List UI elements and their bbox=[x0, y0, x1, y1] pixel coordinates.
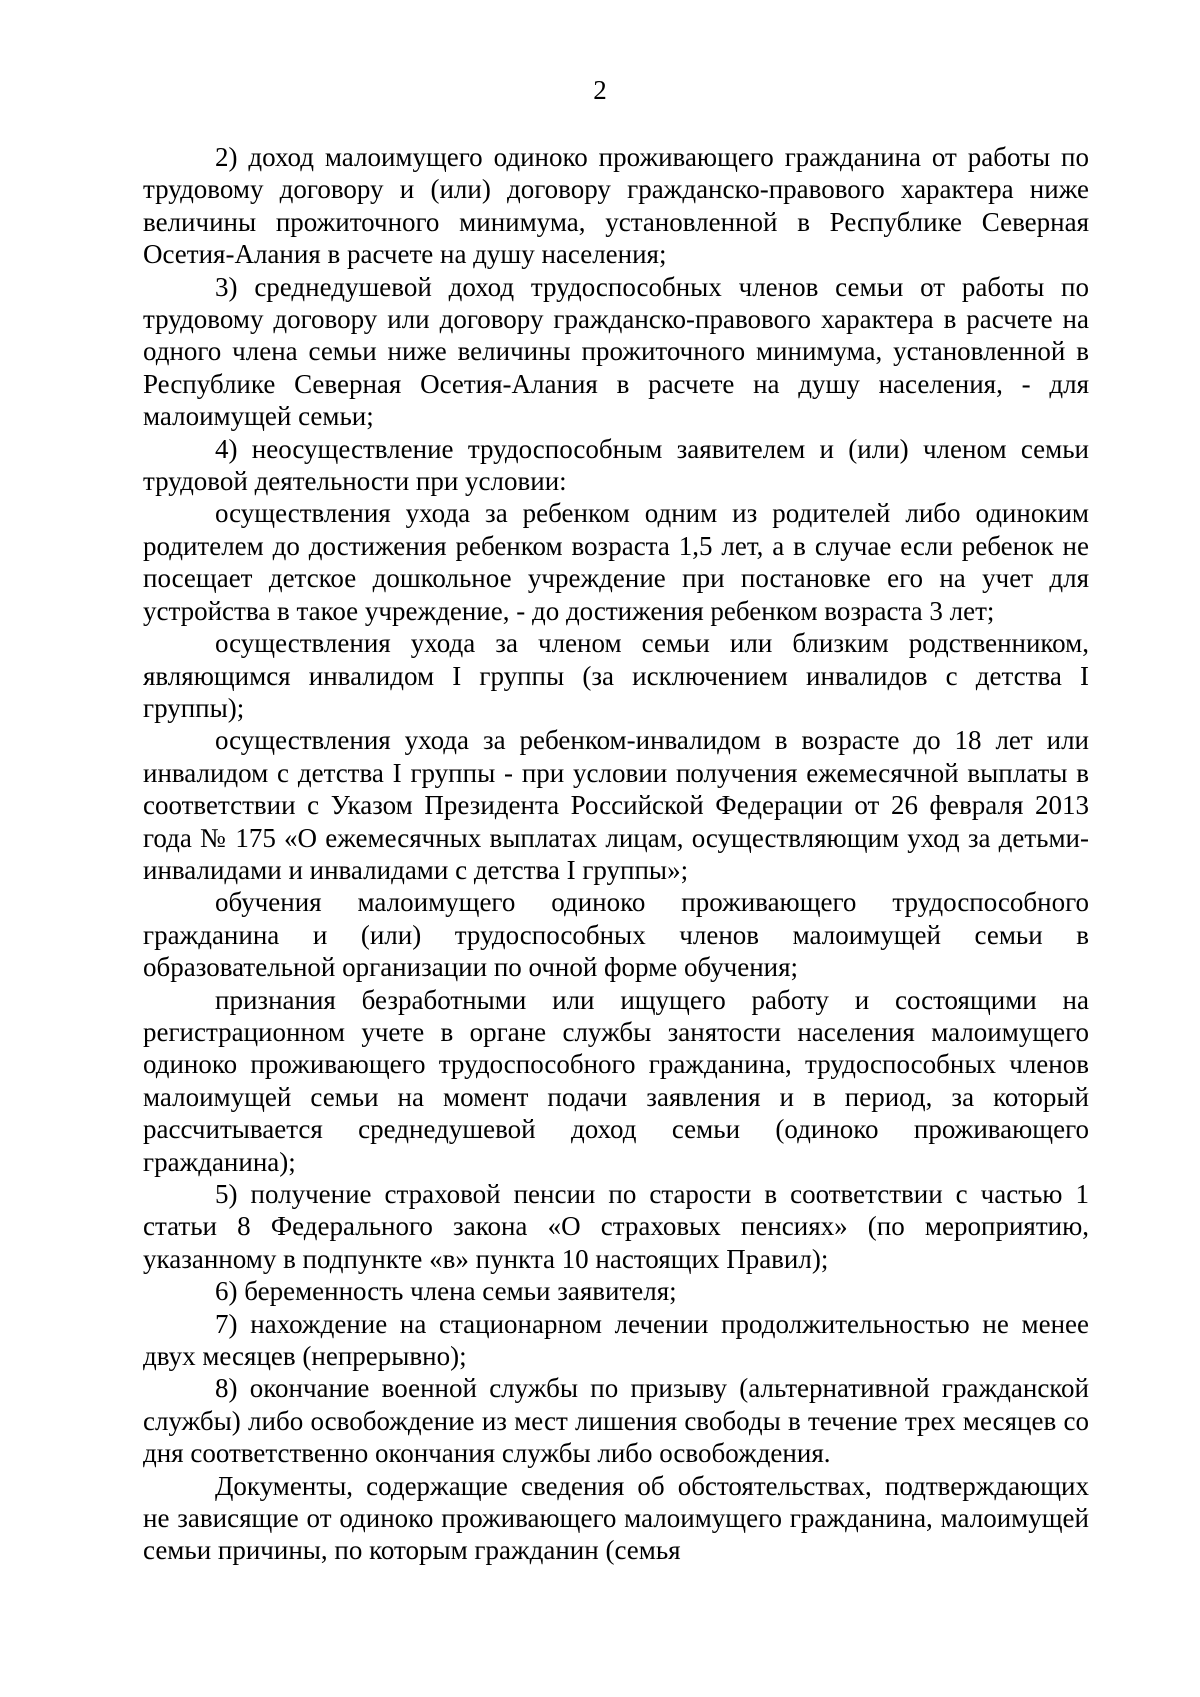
document-body bbox=[143, 141, 1089, 1567]
paragraph-full-time-study: обучения малоимущего одиноко проживающего трудоспособного гражданина и (или) трудоспособных членов малоимущей семьи в образовательной организации по очной форме обучения; bbox=[143, 887, 1089, 983]
paragraph-item-2-income-single: 2) доход малоимущего одиноко проживающего гражданина от работы по трудовому договору и (или) договору гражданско-правового характера ниже величины прожиточного минимума, установленной в Республике Северная Осетия-Алания в расчете на душу населения; bbox=[143, 142, 1089, 270]
paragraph-item-8-military-service-end: 8) окончание военной службы по призыву (альтернативной гражданской службы) либо освобождение из мест лишения свободы в течение трех месяцев со дня соответственно окончания службы либо освобождения. bbox=[143, 1373, 1089, 1469]
paragraph-documents: Документы, содержащие сведения об обстоятельствах, подтверждающих не зависящие от одиноко проживающего малоимущего гражданина, малоимущей семьи причины, по которым гражданин (семья bbox=[143, 1470, 1089, 1566]
paragraph-item-3-family-income: 3) среднедушевой доход трудоспособных членов семьи от работы по трудовому договору или договору гражданско-правового характера в расчете на одного члена семьи ниже величины прожиточного минимума, установленной в Республике Северная Осетия-Алания в расчете на душу населения, - для малоимущей семьи; bbox=[143, 271, 1089, 432]
paragraph-disabled-relative-care: осуществления ухода за членом семьи или близким родственником, являющимся инвалидом I группы (за исключением инвалидов с детства I группы); bbox=[143, 628, 1089, 723]
paragraph-item-6-pregnancy: 6) беременность члена семьи заявителя; bbox=[215, 1276, 677, 1307]
paragraph-disabled-child-care: осуществления ухода за ребенком-инвалидом в возрасте до 18 лет или инвалидом с детства I группы - при условии получения ежемесячной выплаты в соответствии с Указом Президента Российской Федерации от 26 февраля 2013 года № 175 «О ежемесячных выплатах лицам, осуществляющим уход за детьми-инвалидами и инвалидами с детства I группы»; bbox=[143, 725, 1089, 885]
paragraph-item-4-no-employment: 4) неосуществление трудоспособным заявителем и (или) членом семьи трудовой деятельности при условии: bbox=[143, 433, 1089, 497]
paragraph-item-7-inpatient-treatment: 7) нахождение на стационарном лечении продолжительностью не менее двух месяцев (непрерывно); bbox=[143, 1308, 1089, 1372]
paragraph-item-5-old-age-pension: 5) получение страховой пенсии по старости в соответствии с частью 1 статьи 8 Федерального закона «О страховых пенсиях» (по мероприятию, указанному в подпункте «в» пункта 10 настоящих Правил); bbox=[143, 1179, 1089, 1274]
paragraph-child-care: осуществления ухода за ребенком одним из родителей либо одиноким родителем до достижения ребенком возраста 1,5 лет, а в случае если ребенок не посещает детское дошкольное учреждение при постановке его на учет для устройства в такое учреждение, - до достижения ребенком возраста 3 лет; bbox=[143, 498, 1089, 626]
page-number: 2 bbox=[593, 75, 607, 105]
paragraph-unemployed-registration: признания безработными или ищущего работу и состоящими на регистрационном учете в органе службы занятости населения малоимущего одиноко проживающего трудоспособного гражданина, трудоспособных членов малоимущей семьи на момент подачи заявления и в период, за который рассчитывается среднедушевой доход семьи (одиноко проживающего гражданина); bbox=[143, 984, 1089, 1177]
